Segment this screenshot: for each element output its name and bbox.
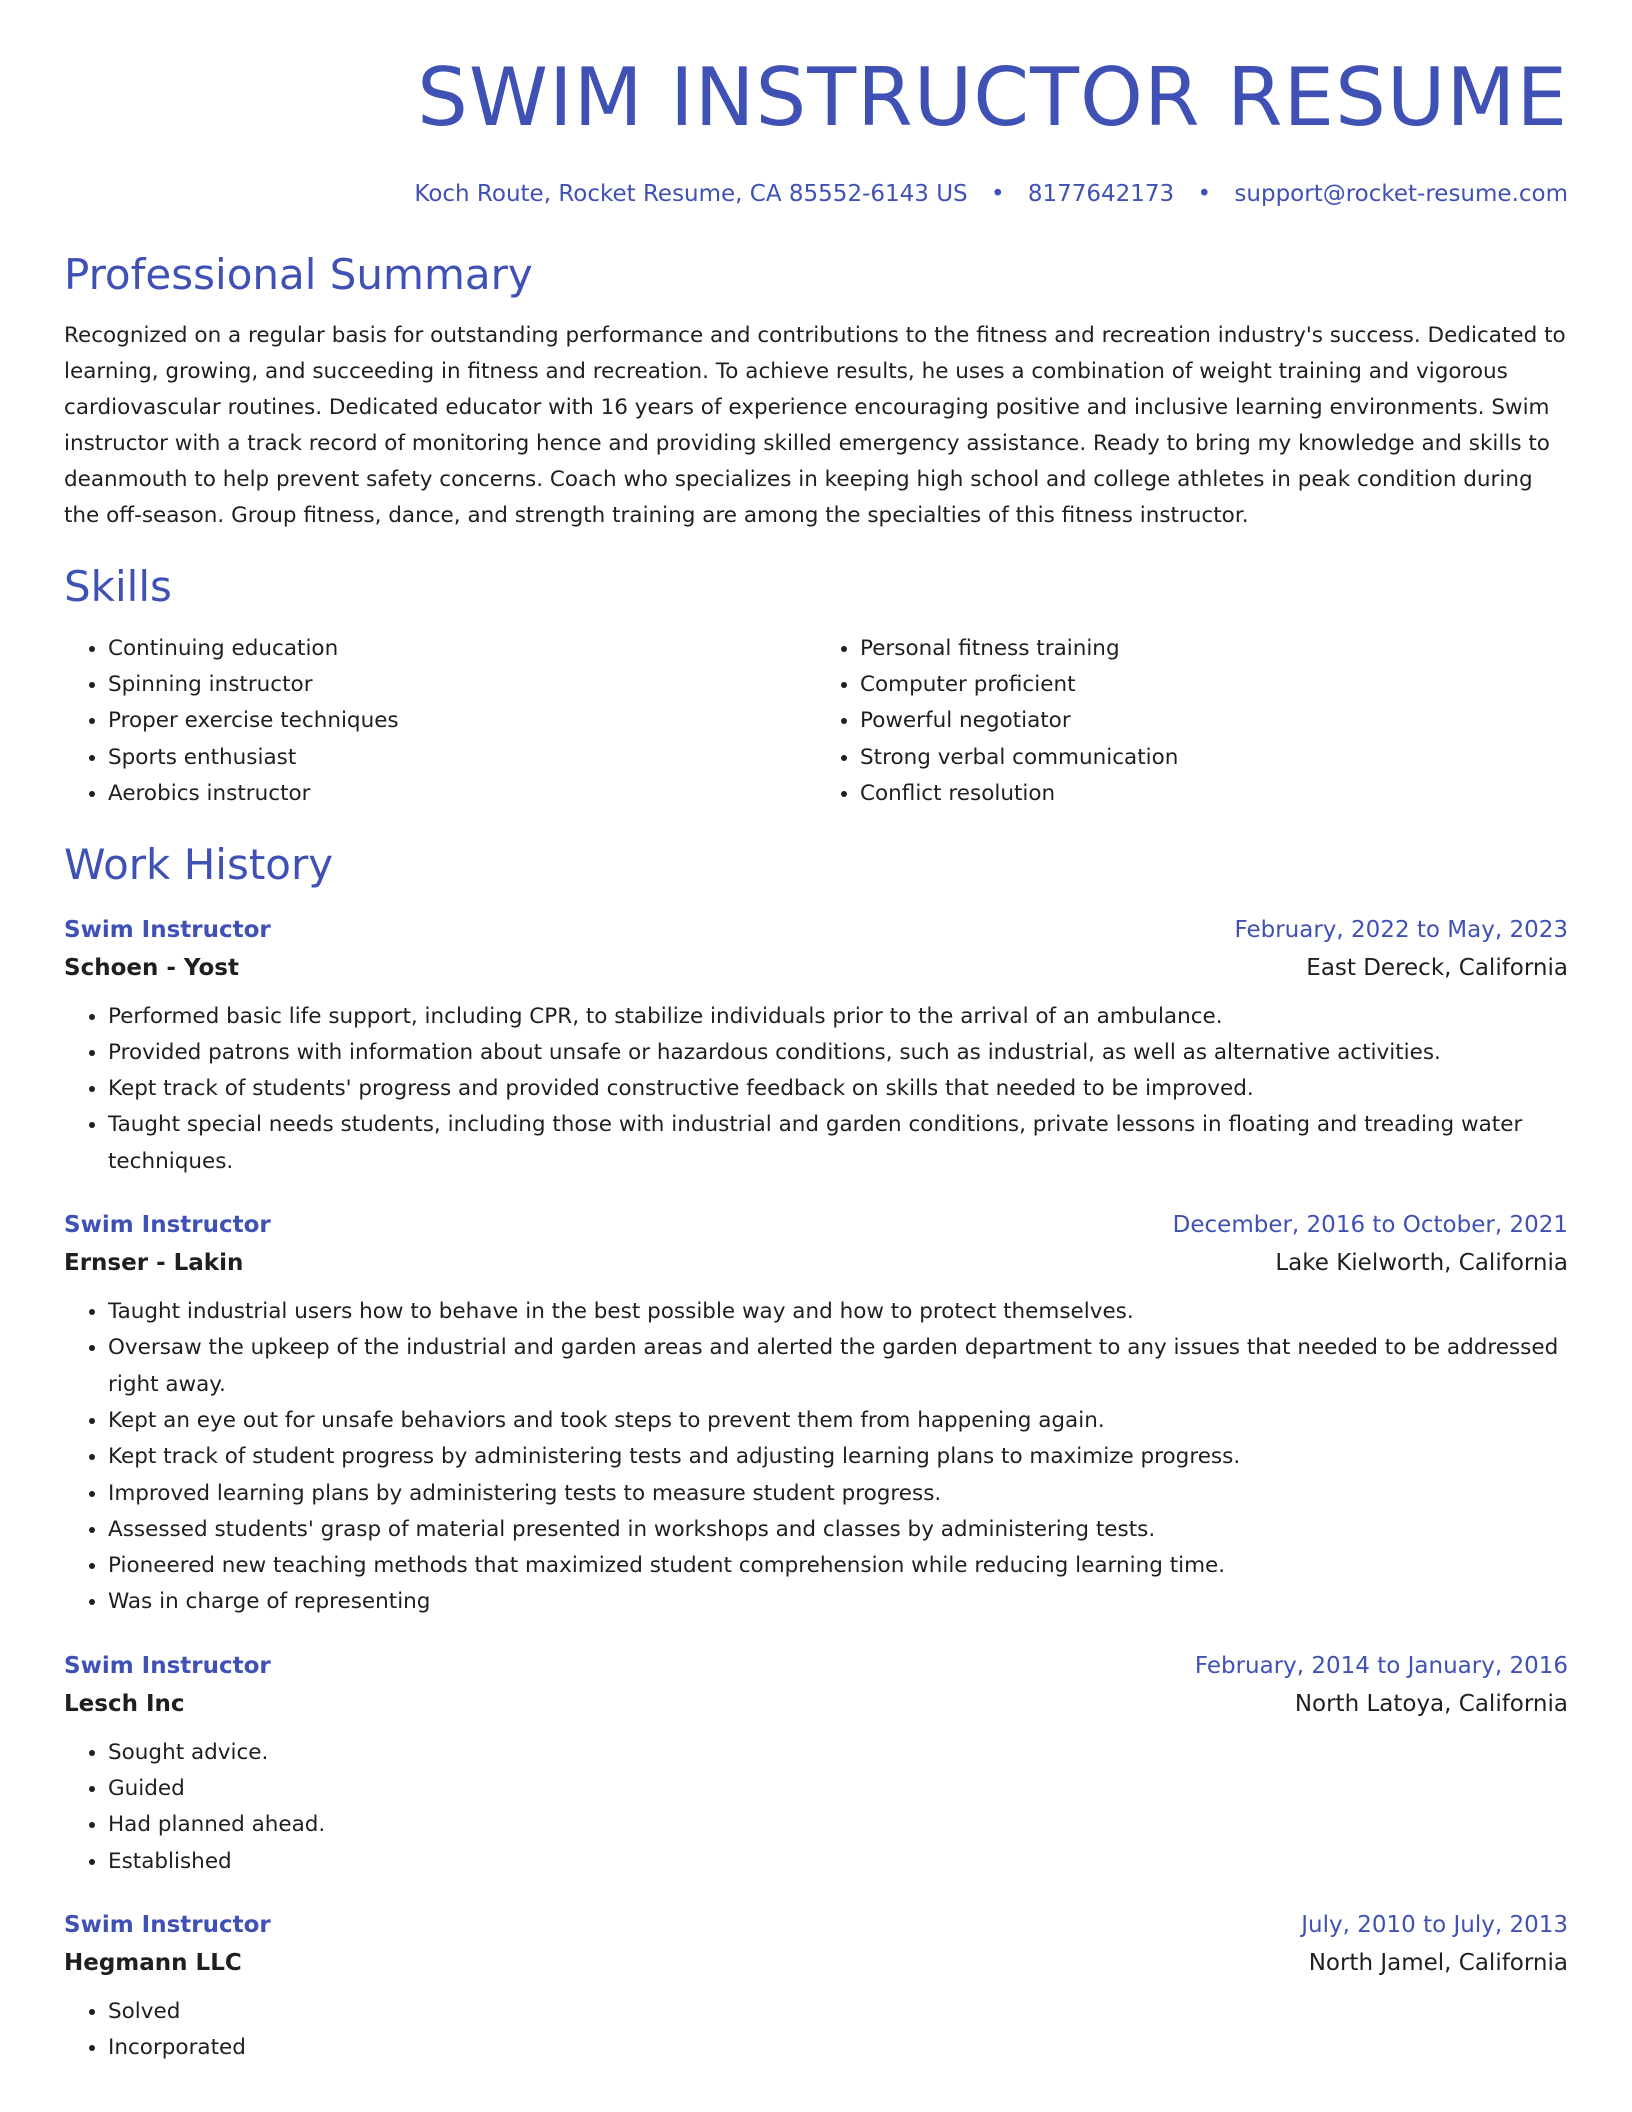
duty-item: • Taught special needs students, including those with industrial and garden conditions, private lessons in floating and treading water techniques. — [108, 1107, 1568, 1180]
duty-item: • Taught industrial users how to behave in the best possible way and how to protect themselves. — [108, 1294, 1568, 1330]
contact-line — [64, 180, 1568, 210]
skills-column-left — [64, 631, 816, 812]
job-duties — [64, 1994, 1568, 2067]
contact-address: Koch Route, Rocket Resume, CA 85552-6143 US — [414, 181, 968, 207]
duty-item: • Kept track of students' progress and provided constructive feedback on skills that needed to be improved. — [108, 1071, 1568, 1107]
job-title: Swim Instructor — [64, 1212, 271, 1239]
job-dates: February, 2022 to May, 2023 — [1234, 916, 1568, 943]
company-name: Schoen - Yost — [64, 954, 239, 981]
job-entry — [64, 1206, 1568, 1621]
job-location: North Jamel, California — [1308, 1949, 1568, 1976]
contact-separator: • — [1197, 181, 1212, 207]
skills-heading: Skills — [64, 562, 172, 612]
duty-item: • Was in charge of representing — [108, 1584, 1568, 1620]
skill-item: • Proper exercise techniques — [108, 703, 816, 739]
job-entry — [64, 911, 1568, 1180]
skill-item: • Aerobics instructor — [108, 776, 816, 812]
duty-item: • Guided — [108, 1771, 1568, 1807]
skill-item: • Powerful negotiator — [860, 703, 1568, 739]
resume-page — [64, 0, 1568, 2066]
duty-item: • Oversaw the upkeep of the industrial and garden areas and alerted the garden department to any issues that needed to be addressed right away. — [108, 1330, 1568, 1403]
skill-item: • Spinning instructor — [108, 667, 816, 703]
skill-item: • Sports enthusiast — [108, 740, 816, 776]
skills-list — [64, 631, 1568, 812]
skill-item: • Strong verbal communication — [860, 740, 1568, 776]
job-title: Swim Instructor — [64, 1652, 271, 1679]
job-location: East Dereck, California — [1306, 954, 1568, 981]
duty-item: • Provided patrons with information about unsafe or hazardous conditions, such as industrial, as well as alternative activities. — [108, 1035, 1568, 1071]
job-entry — [64, 1647, 1568, 1880]
skill-item: • Conflict resolution — [860, 776, 1568, 812]
company-name: Hegmann LLC — [64, 1949, 242, 1976]
job-location: Lake Kielworth, California — [1275, 1250, 1568, 1277]
work-history-heading: Work History — [64, 840, 334, 890]
duty-item: • Incorporated — [108, 2030, 1568, 2066]
contact-phone: 8177642173 — [1027, 181, 1175, 207]
duty-item: • Kept track of student progress by administering tests and adjusting learning plans to maximize progress. — [108, 1439, 1568, 1475]
duty-item: • Had planned ahead. — [108, 1807, 1568, 1843]
contact-email: support@rocket-resume.com — [1234, 181, 1568, 207]
job-location: North Latoya, California — [1294, 1690, 1568, 1717]
duty-item: • Solved — [108, 1994, 1568, 2030]
summary-heading: Professional Summary — [64, 249, 533, 299]
job-title: Swim Instructor — [64, 1911, 271, 1938]
duty-item: • Performed basic life support, including CPR, to stabilize individuals prior to the arrival of an ambulance. — [108, 999, 1568, 1035]
job-dates: December, 2016 to October, 2021 — [1172, 1212, 1568, 1239]
company-name: Ernser - Lakin — [64, 1250, 244, 1277]
duty-item: • Sought advice. — [108, 1735, 1568, 1771]
duty-item: • Kept an eye out for unsafe behaviors and took steps to prevent them from happening again. — [108, 1403, 1568, 1439]
job-dates: July, 2010 to July, 2013 — [1301, 1911, 1568, 1938]
skill-item: • Computer proficient — [860, 667, 1568, 703]
skill-item: • Personal fitness training — [860, 631, 1568, 667]
job-duties — [64, 1735, 1568, 1880]
job-title: Swim Instructor — [64, 916, 271, 943]
skills-column-right — [816, 631, 1568, 812]
job-entry — [64, 1906, 1568, 2067]
job-duties — [64, 1294, 1568, 1621]
resume-title: SWIM INSTRUCTOR RESUME — [417, 51, 1568, 144]
contact-separator: • — [990, 181, 1005, 207]
job-duties — [64, 999, 1568, 1180]
duty-item: • Established — [108, 1844, 1568, 1880]
summary-text: Recognized on a regular basis for outstanding performance and contributions to the fitness and recreation industry's success. Dedicated to learning, growing, and succeeding in fitness and recreation. To achieve results, he uses a combination of weight training and vigorous cardiovascular routines. Dedicated educator with 16 years of experience encouraging positive and inclusive learning environments. Swim instructor with a track record of monitoring hence and providing skilled emergency assistance. Ready to bring my knowledge and skills to deanmouth to help prevent safety concerns. Coach who specializes in keeping high school and college athletes in peak condition during the off-season. Group fitness, dance, and strength training are among the specialties of this fitness instructor. — [64, 323, 1566, 529]
skill-item: • Continuing education — [108, 631, 816, 667]
duty-item: • Improved learning plans by administering tests to measure student progress. — [108, 1476, 1568, 1512]
job-dates: February, 2014 to January, 2016 — [1194, 1652, 1568, 1679]
duty-item: • Pioneered new teaching methods that maximized student comprehension while reducing learning time. — [108, 1548, 1568, 1584]
company-name: Lesch Inc — [64, 1690, 185, 1717]
duty-item: • Assessed students' grasp of material presented in workshops and classes by administering tests. — [108, 1512, 1568, 1548]
